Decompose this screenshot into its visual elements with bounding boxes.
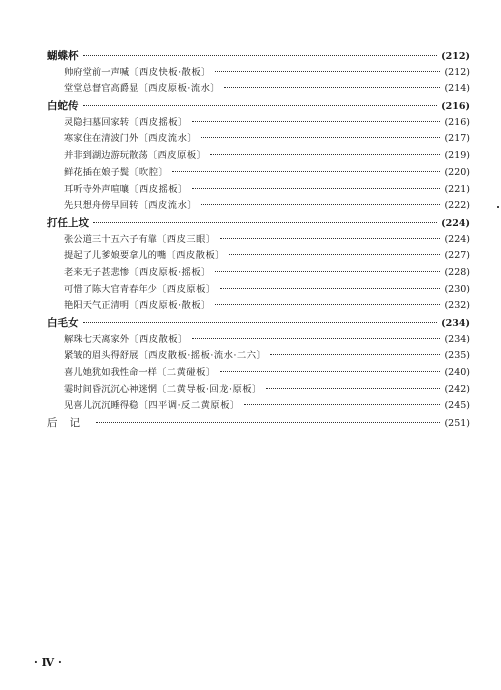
item-title <box>64 165 168 182</box>
dot-leader <box>210 154 440 155</box>
dot-leader <box>83 322 438 323</box>
dot-leader <box>93 222 437 223</box>
page-reference: (227) <box>444 250 470 262</box>
title-text: 蝴蝶杯 <box>47 50 79 62</box>
dot-leader <box>224 87 440 88</box>
item-title <box>64 332 188 349</box>
dot-leader <box>220 288 441 289</box>
page-reference: (240) <box>444 367 470 379</box>
title-text: 打任上坟 <box>47 216 89 229</box>
toc-item <box>47 365 470 382</box>
item-title <box>64 265 211 282</box>
aria-type-note: 〔西皮三眼〕 <box>156 233 216 245</box>
toc-item <box>47 81 470 98</box>
item-title <box>64 81 220 98</box>
dot-leader <box>192 121 441 122</box>
aria-type-note: 〔西皮散板·摇板·流水·二六〕 <box>138 350 267 362</box>
table-of-contents <box>47 48 470 415</box>
title-text: 耳听寺外声喧嚷 <box>64 183 130 195</box>
page-reference: (224) <box>441 217 470 229</box>
aria-type-note: 〔二黄导板·回龙·原板〕 <box>156 383 262 395</box>
dot-leader <box>201 204 440 205</box>
toc-item <box>47 65 470 82</box>
toc-item <box>47 298 470 315</box>
toc-item <box>47 348 470 365</box>
dot-leader <box>83 105 438 106</box>
aria-type-note: 〔西皮原板〕 <box>147 150 207 162</box>
item-title <box>64 248 225 265</box>
page-reference: (220) <box>444 166 470 178</box>
dot-leader <box>83 55 438 56</box>
aria-type-note: 〔四平调·反二黄原板〕 <box>138 400 240 412</box>
section-title <box>47 98 79 115</box>
page-reference: (219) <box>444 150 470 162</box>
aria-type-note: 〔西皮快板·散板〕 <box>129 66 211 78</box>
item-title <box>64 198 197 215</box>
toc-section <box>47 98 470 115</box>
dot-leader <box>270 354 440 355</box>
toc-item <box>47 115 470 132</box>
title-text: 堂堂总督官高爵显 <box>64 83 139 95</box>
page-reference: (235) <box>444 350 470 362</box>
item-title <box>64 382 262 399</box>
toc-item <box>47 131 470 148</box>
page-reference: (234) <box>441 318 470 329</box>
dot-leader <box>220 371 441 372</box>
title-text: 艳阳天气正清明 <box>64 300 130 312</box>
page-reference: (230) <box>444 283 470 295</box>
dot-leader <box>215 304 441 305</box>
section-title <box>47 48 79 65</box>
aria-type-note: 〔西皮摇板〕 <box>129 116 188 128</box>
toc-item <box>47 282 470 299</box>
item-title <box>64 182 188 199</box>
item-title <box>64 65 211 82</box>
toc-item <box>47 265 470 282</box>
dot-leader <box>192 338 441 339</box>
title-text: 提起了儿爹娘要拿儿的嘴 <box>64 250 167 262</box>
toc-section <box>47 215 470 232</box>
scan-mark <box>497 206 499 208</box>
aria-type-note: 〔西皮散板〕 <box>166 250 226 262</box>
page-reference: (217) <box>444 133 470 145</box>
toc-entry-afterword <box>47 415 470 432</box>
item-title <box>64 115 188 132</box>
toc-item <box>47 232 470 249</box>
aria-type-note: 〔西皮原板·流水〕 <box>138 83 221 95</box>
afterword-title: 后记 <box>47 417 92 429</box>
dot-leader <box>229 254 440 255</box>
title-text: 鲜花插在娘子鬓 <box>64 166 130 178</box>
title-text: 寒家住在清波门外 <box>64 133 139 145</box>
toc-section <box>47 315 470 332</box>
toc-item <box>47 248 470 265</box>
page-reference: (216) <box>441 101 470 113</box>
aria-type-note: 〔二黄碰板〕 <box>156 367 216 379</box>
title-text: 解珠七天离家外 <box>64 333 130 345</box>
item-title <box>64 282 216 299</box>
page-reference: (222) <box>444 200 470 212</box>
section-title <box>47 215 89 232</box>
title-text: 并非到湖边游玩散荡 <box>64 150 148 162</box>
aria-type-note: 〔西皮散板〕 <box>129 333 188 345</box>
page-reference: (224) <box>444 233 470 245</box>
page-reference: (245) <box>444 400 470 412</box>
aria-type-note: 〔吹腔〕 <box>129 166 169 178</box>
toc-item <box>47 382 470 399</box>
page-number: · Ⅳ · <box>34 656 62 669</box>
aria-type-note: 〔西皮流水〕 <box>138 200 198 212</box>
toc-section <box>47 48 470 65</box>
title-text: 白毛女 <box>47 317 79 329</box>
item-title <box>64 298 211 315</box>
dot-leader <box>201 137 440 138</box>
dot-leader <box>192 188 441 189</box>
dot-leader <box>266 388 441 389</box>
toc-item <box>47 332 470 349</box>
title-text: 白蛇传 <box>47 100 79 113</box>
page-reference: (234) <box>444 333 470 345</box>
page-reference: (221) <box>444 183 470 195</box>
toc-item <box>47 148 470 165</box>
title-text: 紧皱的眉头得舒展 <box>64 350 139 362</box>
aria-type-note: 〔西皮原板·散板〕 <box>129 300 211 312</box>
item-title <box>64 398 240 415</box>
section-title <box>47 315 79 332</box>
item-title <box>64 365 216 382</box>
item-title <box>64 232 216 249</box>
dot-leader <box>215 71 441 72</box>
page-reference: (212) <box>441 51 470 62</box>
item-title <box>64 148 206 165</box>
title-text: 见喜儿沉沉睡得稳 <box>64 400 139 412</box>
page-reference: (212) <box>444 66 470 78</box>
title-text: 可惜了陈大官青春年少 <box>64 283 157 295</box>
title-text: 灵隐扫墓回家转 <box>64 116 130 128</box>
aria-type-note: 〔西皮原板·摇板〕 <box>129 266 211 278</box>
page-reference: (228) <box>444 266 470 278</box>
item-title <box>64 131 197 148</box>
aria-type-note: 〔西皮原板〕 <box>156 283 216 295</box>
title-text: 张公道三十五六子有靠 <box>64 233 157 245</box>
toc-item <box>47 165 470 182</box>
afterword-page: (251) <box>444 418 470 429</box>
title-text: 霎时间昏沉沉心神迷惘 <box>64 383 157 395</box>
dot-leader <box>244 404 441 405</box>
dot-leader <box>220 238 441 239</box>
page-reference: (214) <box>444 83 470 95</box>
aria-type-note: 〔西皮流水〕 <box>138 133 198 145</box>
title-text: 帅府堂前一声喊 <box>64 66 130 78</box>
page-reference: (216) <box>444 116 470 128</box>
dot-leader <box>96 422 440 423</box>
dot-leader <box>215 271 441 272</box>
dot-leader <box>172 171 440 172</box>
toc-item <box>47 398 470 415</box>
page-reference: (242) <box>444 383 470 395</box>
aria-type-note: 〔西皮摇板〕 <box>129 183 188 195</box>
toc-item <box>47 198 470 215</box>
title-text: 喜儿她犹如我性命一样 <box>64 367 157 379</box>
item-title <box>64 348 266 365</box>
title-text: 先只想舟傍早回转 <box>64 200 139 212</box>
page-reference: (232) <box>444 300 470 312</box>
toc-item <box>47 182 470 199</box>
title-text: 老来无子甚悲惨 <box>64 266 130 278</box>
